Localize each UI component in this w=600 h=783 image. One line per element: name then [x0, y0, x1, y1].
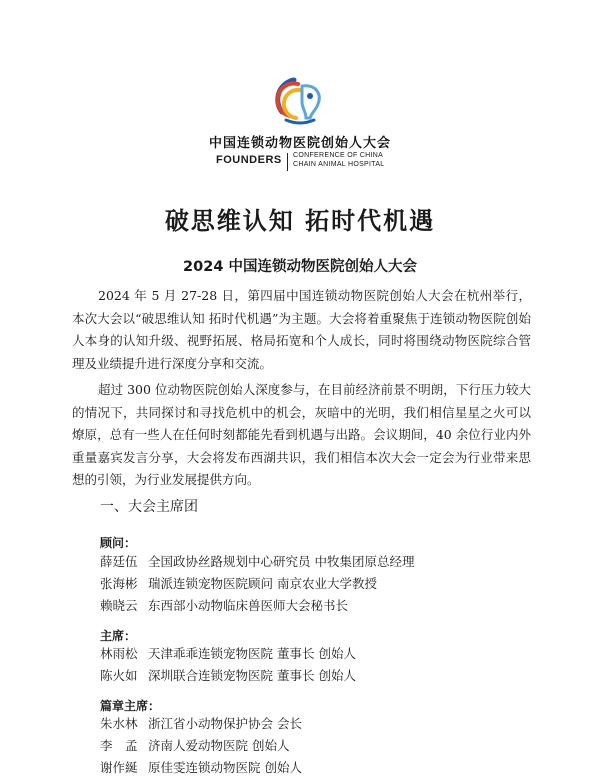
member-name: 薛廷伍: [100, 554, 138, 569]
member-entry: [100, 644, 356, 662]
document-subtitle: 2024 中国连锁动物医院创始人大会: [183, 259, 417, 275]
organization-name-en: [208, 151, 398, 173]
member-entry: [100, 736, 289, 754]
member-role: 东西部小动物临床兽医师大会秘书长: [148, 598, 349, 613]
tagline-line-1: CONFERENCE OF CHINA: [293, 152, 384, 159]
body-paragraph: 超过 300 位动物医院创始人深度参与，在目前经济前景不明朗，下行压力较大的情况下，共同探讨和寻找危机中的机会，灰暗中的光明，我们相信星星之火可以燎原，总有一些人在任何时刻都能先看到机遇与出路。会议期间，40 余位行业内外重量嘉宾发言分享，大会将发布西湖共识，我们相信本次大会一定会为行业带来思想的引领，为行业发展提供方向。: [72, 382, 531, 487]
member-role: 浙江省小动物保护协会 会长: [148, 716, 302, 731]
wordmark-divider: [287, 153, 288, 171]
conference-logo-icon: [272, 72, 328, 128]
member-name: 赖晓云: [100, 598, 138, 613]
member-entry: [100, 552, 414, 570]
tagline-line-2: CHAIN ANIMAL HOSPITAL: [293, 161, 385, 168]
founders-wordmark: FOUNDERS: [216, 154, 282, 166]
member-name: 张海彬: [100, 576, 138, 591]
organization-tagline: [293, 151, 385, 169]
member-name: 陈火如: [100, 668, 138, 683]
member-role: 天津乖乖连锁宠物医院 董事长 创始人: [148, 646, 356, 661]
document-title: 破思维认知 拓时代机遇: [164, 207, 436, 235]
member-role: 深圳联合连锁宠物医院 董事长 创始人: [148, 668, 356, 683]
member-role: 全国政协丝路规划中心研究员 中牧集团原总经理: [148, 554, 415, 569]
chapter-chairs-label: 篇章主席：: [100, 699, 161, 713]
member-name: 谢作綖: [100, 760, 138, 775]
section-heading: 一、大会主席团: [100, 499, 198, 515]
member-entry: [100, 714, 302, 732]
member-name: 林雨松: [100, 646, 138, 661]
member-role: 瑞派连锁宠物医院顾问 南京农业大学教授: [148, 576, 377, 591]
member-role: 原佳雯连锁动物医院 创始人: [148, 760, 302, 775]
member-entry: [100, 596, 348, 614]
member-entry: [100, 758, 302, 776]
chairs-label: 主席：: [100, 629, 137, 643]
organization-name-cn: 中国连锁动物医院创始人大会: [208, 136, 391, 151]
member-entry: [100, 574, 377, 592]
member-name: 朱水林: [100, 716, 138, 731]
intro-paragraph: 2024 年 5 月 27-28 日，第四届中国连锁动物医院创始人大会在杭州举行，本次大会以“破思维认知 拓时代机遇”为主题。大会将着重聚焦于连锁动物医院创始人本身的认知升级、视野拓展、格局拓宽和个人成长，同时将围绕动物医院综合管理及业绩提升进行深度分享和交流。: [72, 288, 531, 371]
member-role: 济南人爱动物医院 创始人: [148, 738, 290, 753]
member-entry: [100, 666, 356, 684]
advisors-label: 顾问：: [100, 536, 137, 550]
member-name: 李 孟: [100, 738, 138, 753]
